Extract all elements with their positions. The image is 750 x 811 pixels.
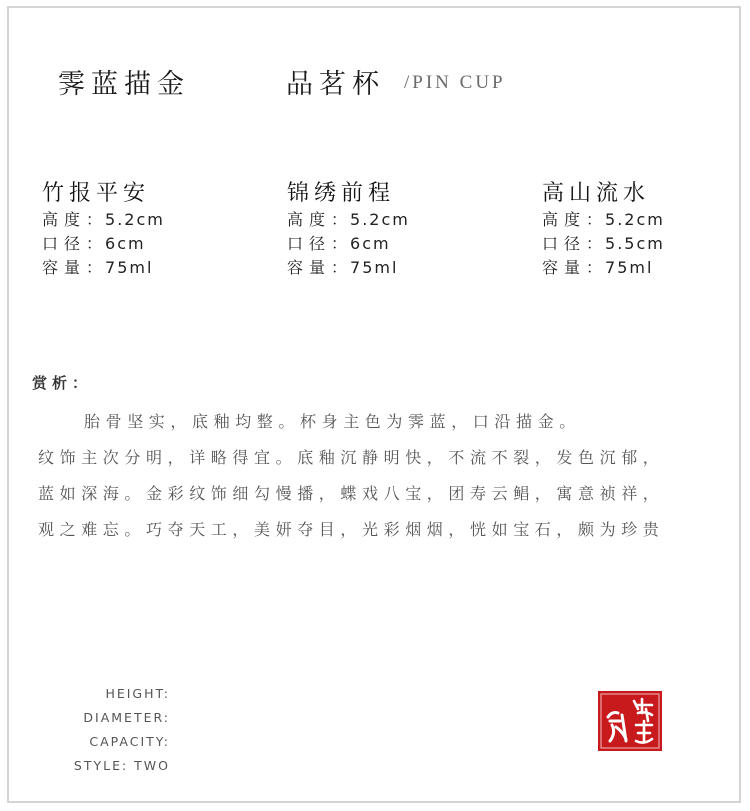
cup-spec-block <box>542 180 742 280</box>
spec-colon: ： <box>586 210 606 229</box>
brand-seal-logo <box>598 691 662 751</box>
cup-spec-block <box>287 180 487 280</box>
spec-colon: ： <box>331 210 351 229</box>
spec-value: 5.2cm <box>605 210 665 229</box>
spec-value: 5.2cm <box>350 210 410 229</box>
spec-row-diameter <box>542 232 742 256</box>
spec-colon: ： <box>331 258 351 277</box>
spec-value: 75ml <box>105 258 154 277</box>
spec-label: 高度 <box>542 210 587 229</box>
spec-value: 5.2cm <box>105 210 165 229</box>
cup-name: 高山流水 <box>542 181 651 206</box>
paragraph-line: 观之难忘。巧夺天工，美妍夺目，光彩烟烟，恍如宝石，颇为珍贵 <box>38 520 665 539</box>
meta-capacity: CAPACITY: <box>89 734 170 749</box>
paragraph-line: 蓝如深海。金彩纹饰细勾慢播，蝶戏八宝，团寿云鲳，寓意祯祥， <box>38 484 665 503</box>
product-title: 霁蓝描金 <box>58 69 190 100</box>
seal-icon <box>598 691 662 751</box>
spec-value: 6cm <box>105 234 146 253</box>
meta-diameter: DIAMETER: <box>83 710 170 725</box>
paragraph-line: 胎骨坚实，底釉均整。杯身主色为霁蓝，口沿描金。 <box>84 412 581 431</box>
meta-height: HEIGHT: <box>105 686 170 701</box>
product-subtitle-en: /PIN CUP <box>404 72 506 93</box>
spec-label: 高度 <box>287 210 332 229</box>
spec-row-height <box>287 208 487 232</box>
spec-value: 5.5cm <box>605 234 665 253</box>
spec-colon: ： <box>86 234 106 253</box>
cup-name: 竹报平安 <box>42 181 151 206</box>
spec-label: 高度 <box>42 210 87 229</box>
cup-spec-block <box>42 180 242 280</box>
spec-label: 口径 <box>542 234 587 253</box>
appreciation-title: 赏析： <box>32 374 93 392</box>
meta-block <box>40 682 170 778</box>
spec-row-capacity <box>42 256 242 280</box>
spec-value: 75ml <box>350 258 399 277</box>
spec-label: 口径 <box>287 234 332 253</box>
spec-colon: ： <box>586 258 606 277</box>
cup-name: 锦绣前程 <box>287 181 396 206</box>
spec-row-diameter <box>42 232 242 256</box>
spec-value: 6cm <box>350 234 391 253</box>
spec-row-height <box>42 208 242 232</box>
spec-value: 75ml <box>605 258 654 277</box>
spec-colon: ： <box>86 210 106 229</box>
spec-row-diameter <box>287 232 487 256</box>
product-subtitle: 品茗杯 <box>286 69 385 100</box>
spec-row-capacity <box>287 256 487 280</box>
appreciation-paragraph <box>38 404 728 548</box>
meta-style: STYLE: TWO <box>73 758 170 773</box>
paragraph-line: 纹饰主次分明，详略得宜。底釉沉静明快，不流不裂，发色沉郁， <box>38 448 665 467</box>
spec-row-height <box>542 208 742 232</box>
spec-row-capacity <box>542 256 742 280</box>
spec-colon: ： <box>331 234 351 253</box>
spec-colon: ： <box>86 258 106 277</box>
spec-label: 容量 <box>42 258 87 277</box>
spec-label: 口径 <box>42 234 87 253</box>
spec-colon: ： <box>586 234 606 253</box>
spec-label: 容量 <box>287 258 332 277</box>
spec-label: 容量 <box>542 258 587 277</box>
